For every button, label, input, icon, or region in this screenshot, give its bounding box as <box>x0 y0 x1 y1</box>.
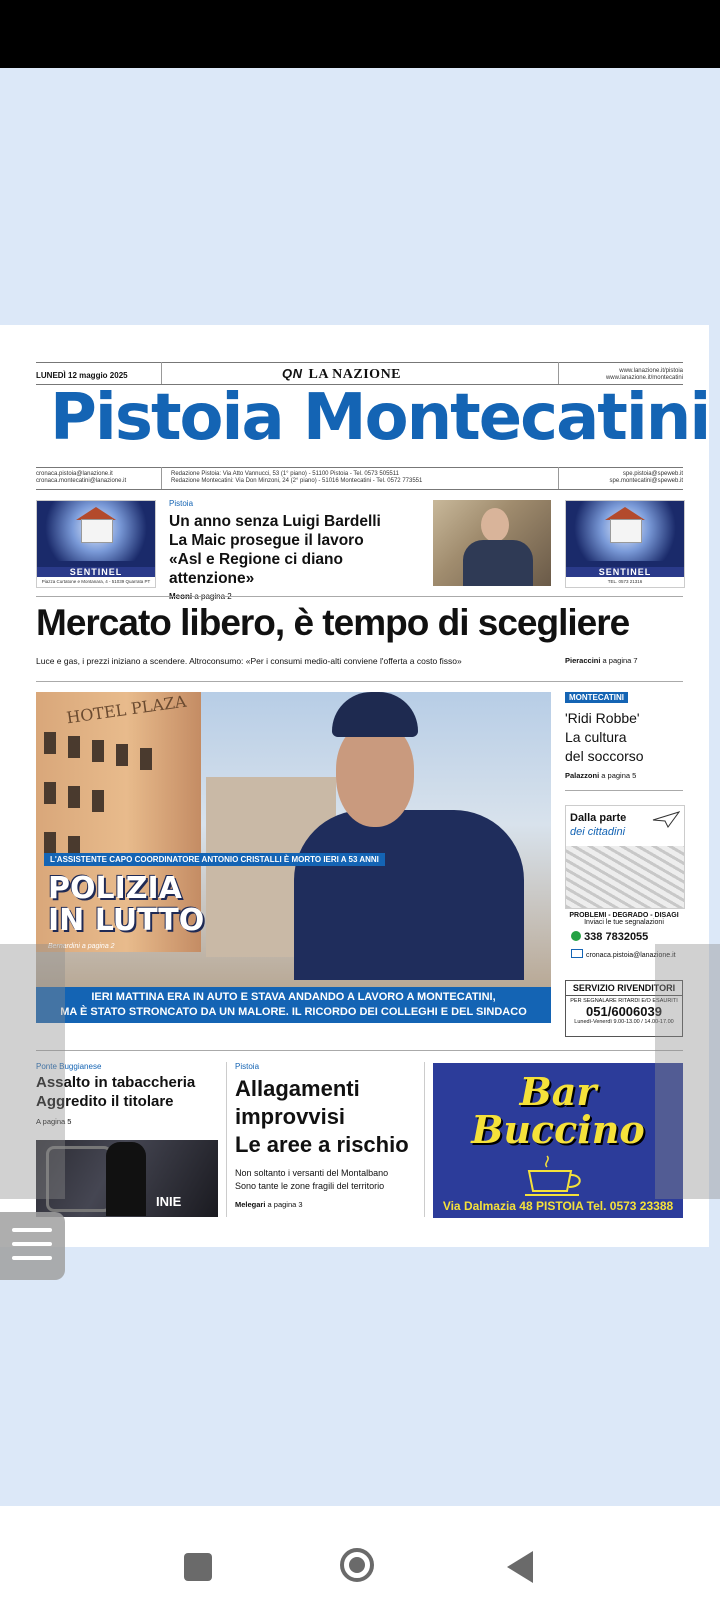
qn-logo: QN <box>282 366 303 381</box>
dalla-parte-box[interactable] <box>565 805 685 909</box>
email-1: cronaca.pistoia@lanazione.it <box>36 471 113 477</box>
ad-tel: TEL. 0573 21316 <box>566 577 684 587</box>
ad-brand: SENTINEL <box>37 567 155 577</box>
polizia-caption: IERI MATTINA ERA IN AUTO E STAVA ANDANDO A LAVORO A MONTECATINI, MA È STATO STRONCATO DA UN MALORE. IL RICORDO DEI COLLEGHI E DEL SINDACO <box>36 987 551 1023</box>
web-link-1: www.lanazione.it/pistoia <box>619 368 683 374</box>
bar-name-2: Buccino <box>471 1107 645 1152</box>
ad-sentinel-right[interactable] <box>565 500 685 588</box>
main-ref: Pieraccini a pagina 7 <box>565 656 638 665</box>
bar-name-1: Bar <box>519 1069 597 1114</box>
bardelli-photo <box>433 500 551 586</box>
navigation-bar <box>0 1506 720 1600</box>
newspaper-page[interactable] <box>0 325 709 1247</box>
rivenditori-title: SERVIZIO RIVENDITORI <box>566 981 682 996</box>
hotel-sign: HOTEL PLAZA <box>65 692 188 728</box>
rivenditori-phone: 051/6006039 <box>586 1004 662 1019</box>
web-link-2: www.lanazione.it/montecatini <box>605 375 683 381</box>
sidebar-tag: MONTECATINI <box>565 692 628 703</box>
spe-email-1: spe.pistoia@speweb.it <box>622 471 683 477</box>
emails <box>36 471 126 485</box>
rivenditori-hours: Lunedì-Venerdì 9.00-13.00 / 14.00-17.00 <box>574 1019 674 1025</box>
paper-plane-icon <box>652 810 680 828</box>
status-bar <box>0 0 720 68</box>
menu-button[interactable] <box>0 1212 65 1280</box>
dalla-phone[interactable]: 338 7832055 <box>571 931 648 943</box>
paper-name: LA NAZIONE <box>308 367 402 382</box>
bottom-mid-sub: Non soltanto i versanti del Montalbano Sono tante le zone fragili del territorio <box>235 1168 389 1191</box>
polizia-banner: L'ASSISTENTE CAPO COORDINATORE ANTONIO CRISTALLI È MORTO IERI A 53 ANNI <box>44 853 385 866</box>
back-triangle-icon[interactable] <box>505 1550 535 1584</box>
email-2: cronaca.montecatini@lanazione.it <box>36 478 127 484</box>
mail-icon <box>571 949 583 958</box>
spe-email-2: spe.montecatini@speweb.it <box>609 478 683 484</box>
coffee-cup-icon <box>521 1155 591 1199</box>
square-recents-icon[interactable] <box>184 1553 212 1581</box>
bar-address: Via Dalmazia 48 PISTOIA Tel. 0573 23388 <box>442 1199 674 1213</box>
home-circle-icon[interactable] <box>340 1548 374 1582</box>
redazione-1: Redazione Pistoia: Via Atto Vannucci, 53 (1° piano) - 51100 Pistoia - Tel. 0573 505511 <box>171 471 399 477</box>
redazioni <box>171 471 422 485</box>
bottom-mid-kicker: Pistoia <box>235 1062 260 1071</box>
polizia-title: POLIZIA IN LUTTO <box>48 871 205 938</box>
polizia-byline: Bernardini a pagina 2 <box>48 943 115 950</box>
left-page-overlay[interactable] <box>0 944 65 1199</box>
car-text: INIE <box>156 1194 182 1209</box>
sidebar-headline: 'Ridi Robbe' La cultura del soccorso <box>565 710 644 764</box>
dalla-invite: Inviaci le tue segnalazioni <box>584 919 664 926</box>
bottom-left-kicker: Ponte Buggianese <box>36 1062 102 1071</box>
top-story-kicker: Pistoia <box>169 499 194 508</box>
bottom-mid-story[interactable] <box>235 1062 425 1209</box>
dalla-email[interactable]: cronaca.pistoia@lanazione.it <box>571 949 676 959</box>
dalla-title-2: dei cittadini <box>570 826 626 838</box>
bottom-left-headline: Assalto in tabaccheria Aggredito il titolare <box>36 1074 196 1110</box>
bottom-mid-headline: Allagamenti improvvisi Le aree a rischio <box>235 1076 409 1157</box>
dalla-problems: PROBLEMI - DEGRADO - DISAGI <box>569 912 679 919</box>
bottom-mid-ref: Melegari a pagina 3 <box>235 1200 303 1209</box>
main-subtitle: Luce e gas, i prezzi iniziano a scendere. Altroconsumo: «Per i consumi medio-alti conviene l'offerta a costo fisso» <box>36 656 462 666</box>
spe-emails <box>560 471 683 485</box>
redazione-2: Redazione Montecatini: Via Don Minzoni, 24 (2° piano) - 51016 Montecatini - Tel. 0572 773551 <box>171 478 423 484</box>
right-page-overlay[interactable] <box>655 944 720 1199</box>
rivenditori-sub: PER SEGNALARE RITARDI E/O ESAURITI <box>570 998 678 1004</box>
ad-brand: SENTINEL <box>566 567 684 577</box>
bar-buccino-ad[interactable] <box>433 1063 683 1218</box>
officer-figure <box>294 810 524 980</box>
ad-address: Piazza Curtatone e Montanara, 4 - 51039 Quarrata PT <box>37 577 155 587</box>
main-headline[interactable]: Mercato libero, è tempo di scegliere <box>36 602 630 643</box>
issue-date: LUNEDÌ 12 maggio 2025 <box>36 371 128 380</box>
whatsapp-icon <box>571 931 581 941</box>
masthead-title: Pistoia Montecatini <box>50 381 710 455</box>
dalla-title-1: Dalla parte <box>570 812 627 824</box>
ad-sentinel-left[interactable] <box>36 500 156 588</box>
web-links <box>560 368 683 382</box>
dalla-parte-info <box>565 912 683 926</box>
bottom-left-ref: A pagina 5 <box>36 1117 72 1126</box>
sidebar-ref: Palazzoni a pagina 5 <box>565 771 637 780</box>
sidebar-story[interactable] <box>565 687 683 780</box>
top-story-headline: Un anno senza Luigi Bardelli La Maic prosegue il lavoro «Asl e Regione ci diano attenzione» <box>169 513 381 587</box>
top-story[interactable] <box>169 499 424 601</box>
